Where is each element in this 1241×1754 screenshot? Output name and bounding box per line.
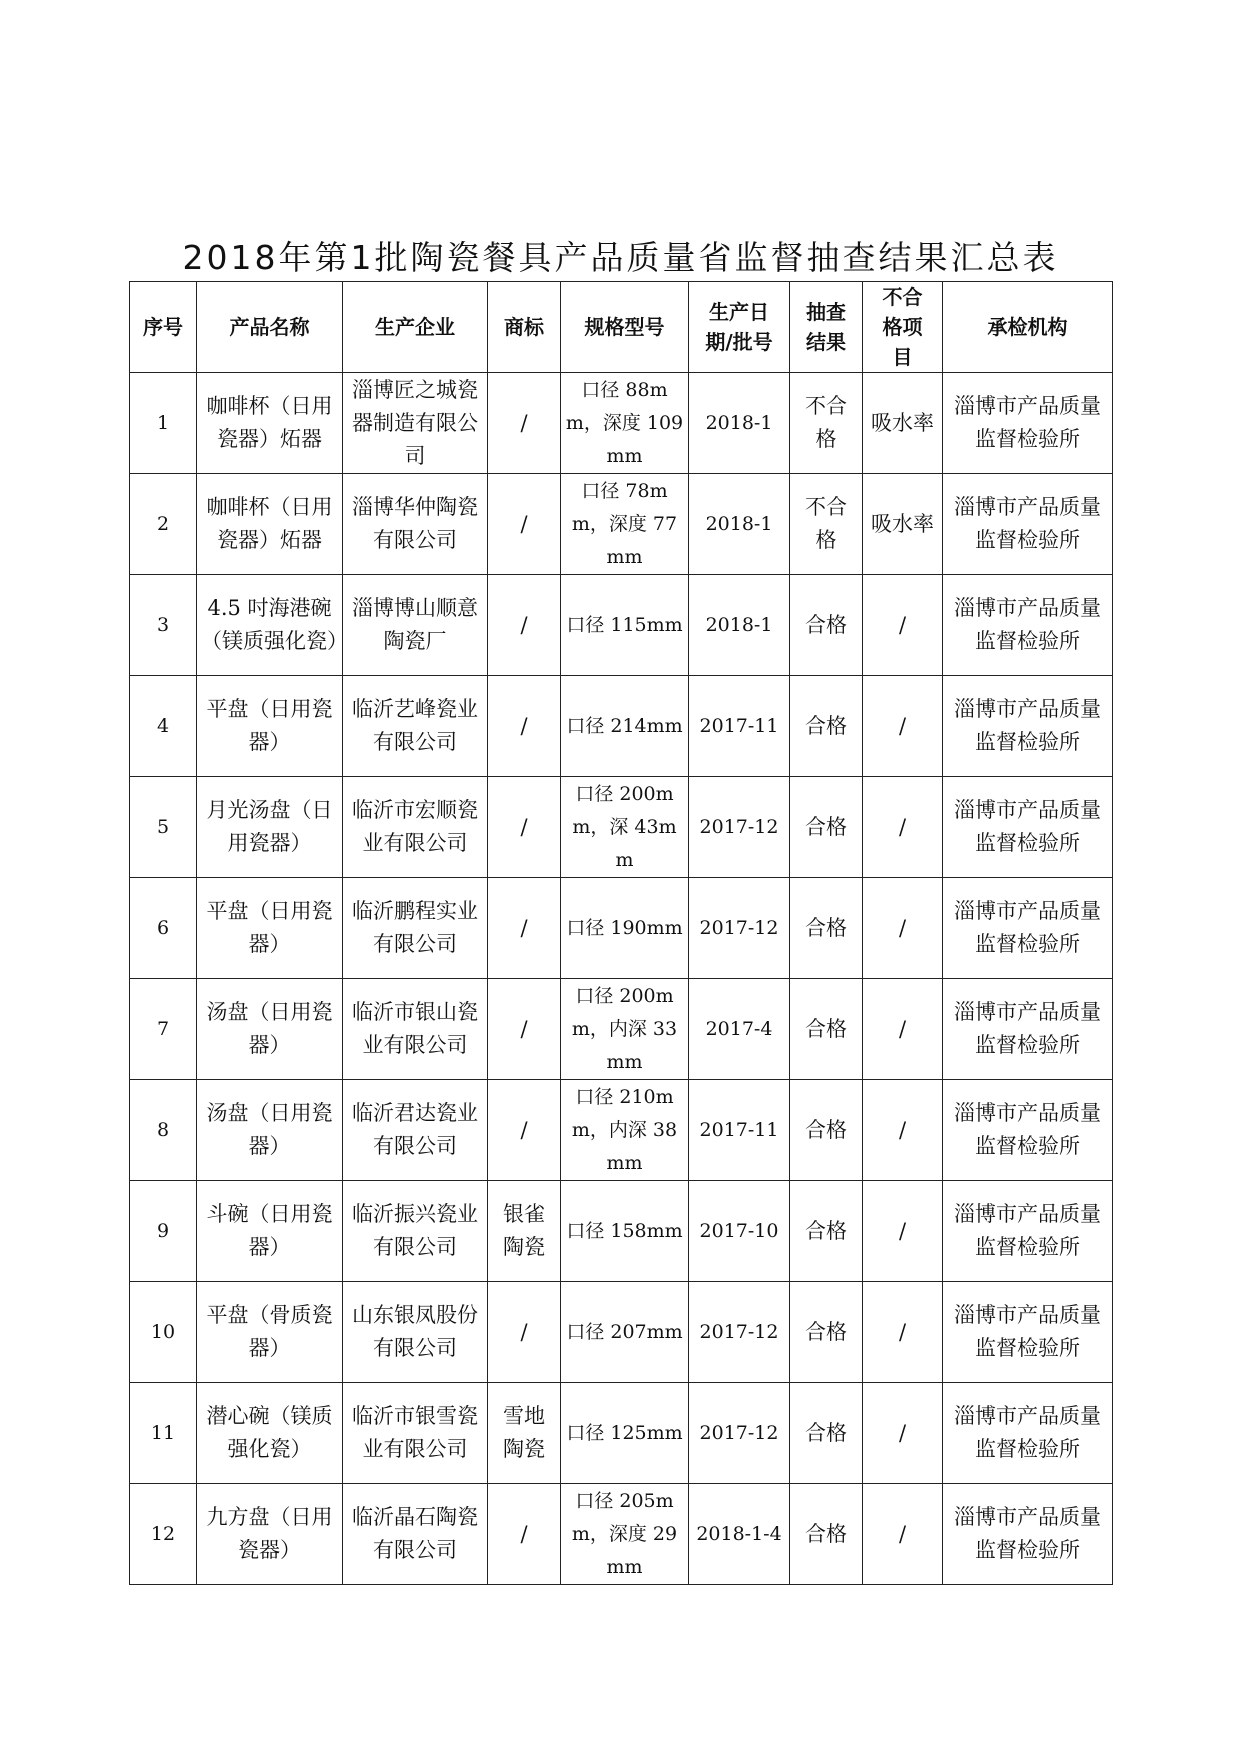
cell-manufacturer: 临沂振兴瓷业有限公司 [343,1181,488,1282]
cell-production-date: 2018-1-4 [689,1484,790,1585]
cell-manufacturer: 临沂晶石陶瓷有限公司 [343,1484,488,1585]
cell-trademark: 雪地陶瓷 [488,1383,561,1484]
cell-index: 8 [130,1080,197,1181]
cell-index: 1 [130,373,197,474]
cell-result: 合格 [790,1282,863,1383]
cell-product-name: 九方盘（日用瓷器） [197,1484,343,1585]
cell-specification: 口径 207mm [561,1282,689,1383]
table-row [130,1181,1113,1282]
cell-testing-agency: 淄博市产品质量监督检验所 [943,474,1113,575]
cell-manufacturer: 临沂市银山瓷业有限公司 [343,979,488,1080]
cell-result: 合格 [790,979,863,1080]
table-row [130,474,1113,575]
cell-specification: 口径 115mm [561,575,689,676]
table-row [130,878,1113,979]
header-index: 序号 [130,282,197,373]
cell-manufacturer: 临沂君达瓷业有限公司 [343,1080,488,1181]
cell-index: 11 [130,1383,197,1484]
cell-production-date: 2017-11 [689,1080,790,1181]
cell-testing-agency: 淄博市产品质量监督检验所 [943,1282,1113,1383]
cell-specification: 口径 210mm，内深 38mm [561,1080,689,1181]
cell-testing-agency: 淄博市产品质量监督检验所 [943,777,1113,878]
cell-production-date: 2018-1 [689,474,790,575]
cell-testing-agency: 淄博市产品质量监督检验所 [943,575,1113,676]
cell-specification: 口径 200mm，深 43mm [561,777,689,878]
cell-trademark: 银雀陶瓷 [488,1181,561,1282]
cell-result: 合格 [790,777,863,878]
cell-product-name: 咖啡杯（日用瓷器）炻器 [197,474,343,575]
cell-result: 合格 [790,676,863,777]
cell-trademark: / [488,1282,561,1383]
cell-failed-items: 吸水率 [863,474,943,575]
table-row [130,575,1113,676]
cell-specification: 口径 205mm，深度 29mm [561,1484,689,1585]
cell-trademark: / [488,979,561,1080]
table-row [130,777,1113,878]
cell-result: 不合格 [790,474,863,575]
cell-trademark: / [488,878,561,979]
cell-failed-items: / [863,777,943,878]
table-row [130,1080,1113,1181]
cell-specification: 口径 200mm，内深 33mm [561,979,689,1080]
cell-trademark: / [488,373,561,474]
cell-production-date: 2018-1 [689,575,790,676]
header-manufacturer: 生产企业 [343,282,488,373]
cell-production-date: 2018-1 [689,373,790,474]
cell-index: 7 [130,979,197,1080]
cell-trademark: / [488,777,561,878]
cell-trademark: / [488,575,561,676]
cell-index: 9 [130,1181,197,1282]
header-production-date: 生产日期/批号 [689,282,790,373]
cell-index: 2 [130,474,197,575]
cell-product-name: 汤盘（日用瓷器） [197,979,343,1080]
cell-index: 12 [130,1484,197,1585]
cell-specification: 口径 78mm，深度 77mm [561,474,689,575]
header-specification: 规格型号 [561,282,689,373]
cell-index: 6 [130,878,197,979]
cell-failed-items: / [863,1484,943,1585]
cell-testing-agency: 淄博市产品质量监督检验所 [943,373,1113,474]
cell-result: 合格 [790,1484,863,1585]
header-failed-items: 不合格项目 [863,282,943,373]
cell-testing-agency: 淄博市产品质量监督检验所 [943,1383,1113,1484]
cell-product-name: 月光汤盘（日用瓷器） [197,777,343,878]
cell-testing-agency: 淄博市产品质量监督检验所 [943,1080,1113,1181]
cell-production-date: 2017-10 [689,1181,790,1282]
cell-manufacturer: 临沂鹏程实业有限公司 [343,878,488,979]
cell-trademark: / [488,1484,561,1585]
cell-index: 10 [130,1282,197,1383]
cell-manufacturer: 淄博博山顺意陶瓷厂 [343,575,488,676]
cell-testing-agency: 淄博市产品质量监督检验所 [943,1181,1113,1282]
cell-manufacturer: 淄博匠之城瓷器制造有限公司 [343,373,488,474]
cell-result: 不合格 [790,373,863,474]
cell-index: 4 [130,676,197,777]
cell-result: 合格 [790,1181,863,1282]
cell-production-date: 2017-12 [689,1383,790,1484]
cell-manufacturer: 临沂市银雪瓷业有限公司 [343,1383,488,1484]
cell-specification: 口径 125mm [561,1383,689,1484]
header-product-name: 产品名称 [197,282,343,373]
cell-index: 3 [130,575,197,676]
cell-product-name: 平盘（骨质瓷器） [197,1282,343,1383]
cell-manufacturer: 淄博华仲陶瓷有限公司 [343,474,488,575]
cell-trademark: / [488,474,561,575]
cell-manufacturer: 山东银凤股份有限公司 [343,1282,488,1383]
cell-testing-agency: 淄博市产品质量监督检验所 [943,979,1113,1080]
cell-failed-items: / [863,676,943,777]
cell-failed-items: / [863,878,943,979]
cell-testing-agency: 淄博市产品质量监督检验所 [943,676,1113,777]
cell-failed-items: / [863,979,943,1080]
cell-production-date: 2017-4 [689,979,790,1080]
table-header-row [130,282,1113,373]
header-testing-agency: 承检机构 [943,282,1113,373]
cell-result: 合格 [790,878,863,979]
cell-failed-items: / [863,575,943,676]
cell-product-name: 潜心碗（镁质强化瓷） [197,1383,343,1484]
cell-production-date: 2017-12 [689,1282,790,1383]
results-table [129,281,1113,1585]
cell-product-name: 斗碗（日用瓷器） [197,1181,343,1282]
cell-trademark: / [488,676,561,777]
cell-specification: 口径 190mm [561,878,689,979]
page-title: 2018年第1批陶瓷餐具产品质量省监督抽查结果汇总表 [182,238,1059,277]
cell-failed-items: / [863,1080,943,1181]
cell-result: 合格 [790,1080,863,1181]
cell-failed-items: / [863,1181,943,1282]
table-row [130,1383,1113,1484]
table-row [130,676,1113,777]
cell-specification: 口径 158mm [561,1181,689,1282]
cell-product-name: 平盘（日用瓷器） [197,676,343,777]
cell-testing-agency: 淄博市产品质量监督检验所 [943,1484,1113,1585]
cell-production-date: 2017-11 [689,676,790,777]
cell-result: 合格 [790,1383,863,1484]
cell-specification: 口径 88mm，深度 109mm [561,373,689,474]
table-row [130,1484,1113,1585]
cell-manufacturer: 临沂艺峰瓷业有限公司 [343,676,488,777]
table-row [130,373,1113,474]
cell-index: 5 [130,777,197,878]
cell-product-name: 平盘（日用瓷器） [197,878,343,979]
cell-trademark: / [488,1080,561,1181]
cell-product-name: 咖啡杯（日用瓷器）炻器 [197,373,343,474]
header-trademark: 商标 [488,282,561,373]
table-row [130,1282,1113,1383]
header-result: 抽查结果 [790,282,863,373]
cell-manufacturer: 临沂市宏顺瓷业有限公司 [343,777,488,878]
cell-failed-items: / [863,1383,943,1484]
cell-production-date: 2017-12 [689,878,790,979]
cell-product-name: 4.5 吋海港碗（镁质强化瓷） [197,575,343,676]
table-row [130,979,1113,1080]
cell-failed-items: 吸水率 [863,373,943,474]
cell-result: 合格 [790,575,863,676]
cell-product-name: 汤盘（日用瓷器） [197,1080,343,1181]
cell-production-date: 2017-12 [689,777,790,878]
cell-testing-agency: 淄博市产品质量监督检验所 [943,878,1113,979]
cell-specification: 口径 214mm [561,676,689,777]
cell-failed-items: / [863,1282,943,1383]
